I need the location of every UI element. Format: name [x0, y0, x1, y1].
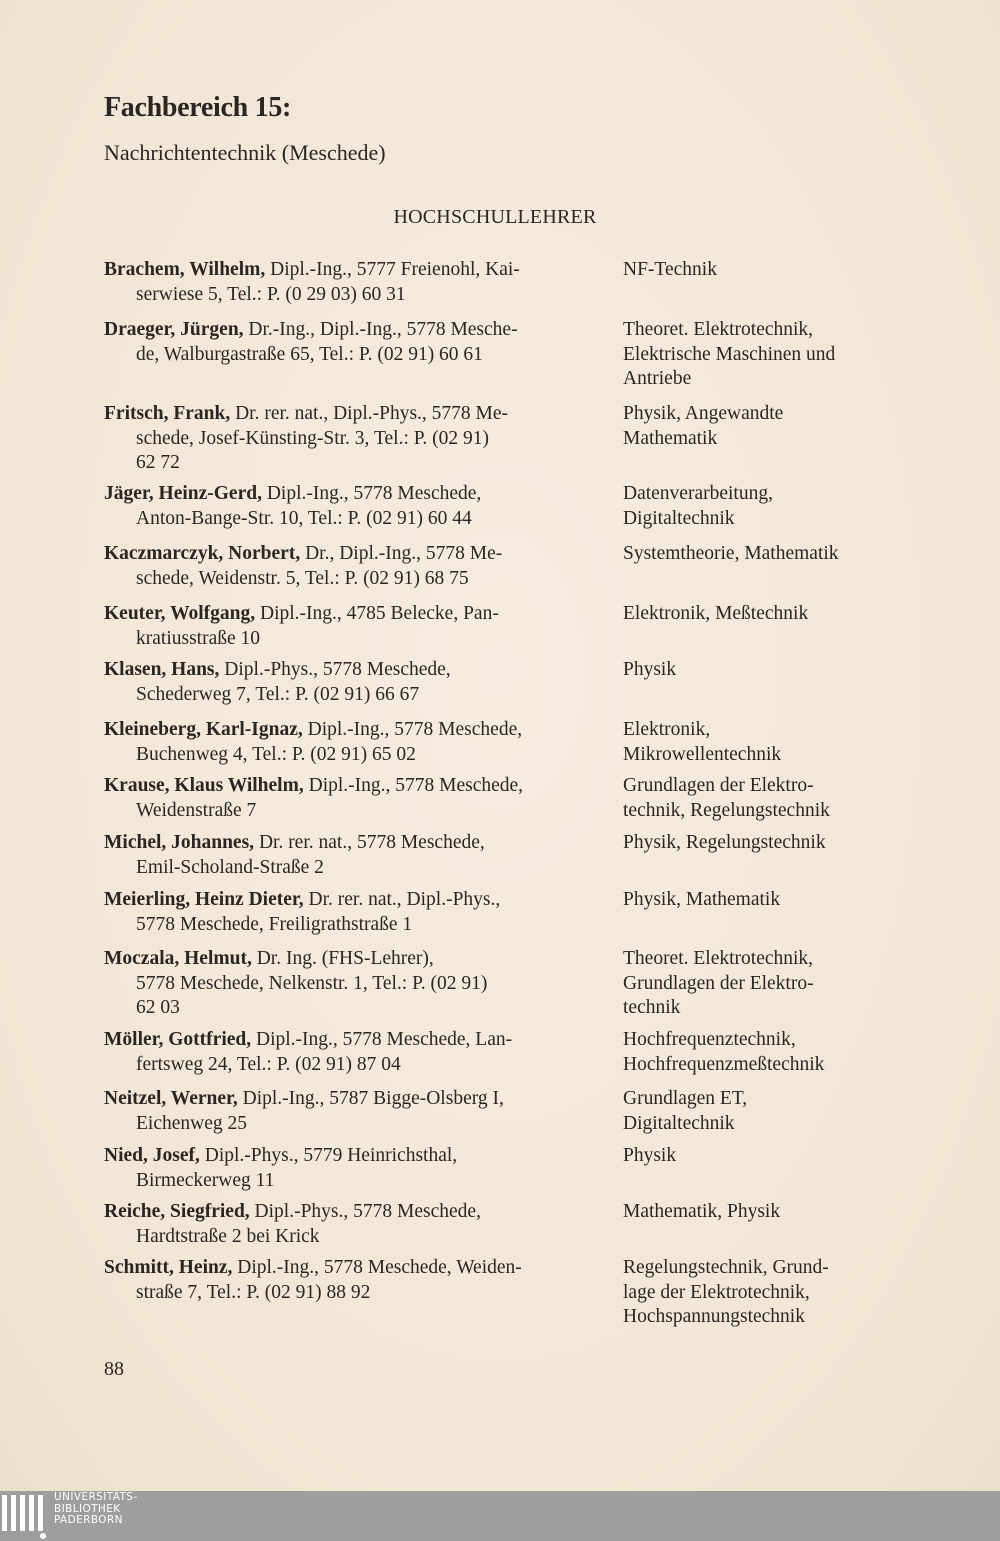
staff-address-line: Hardtstraße 2 bei Krick	[136, 1225, 320, 1247]
subject-line: Mathematik, Physik	[623, 1201, 781, 1222]
subject-line: Theoret. Elektrotechnik,	[623, 319, 814, 340]
staff-first-line	[104, 1087, 594, 1112]
staff-address-line: Dipl.-Ing., 5778 Meschede,	[308, 775, 524, 796]
page-title: Fachbereich 15:	[104, 92, 292, 123]
staff-first-line	[104, 1200, 594, 1225]
staff-address-line: Dipl.-Phys., 5778 Meschede,	[254, 1201, 481, 1222]
staff-subjects	[623, 318, 903, 392]
staff-details	[104, 542, 594, 591]
staff-name: Krause, Klaus Wilhelm,	[104, 775, 304, 796]
staff-details	[104, 1200, 594, 1249]
staff-details	[104, 258, 594, 307]
staff-subjects	[623, 1028, 903, 1077]
subject-line: Grundlagen ET,	[623, 1088, 748, 1109]
staff-address-line: schede, Weidenstr. 5, Tel.: P. (02 91) 68 75	[136, 567, 469, 589]
staff-name: Klasen, Hans,	[104, 659, 220, 680]
staff-name: Reiche, Siegfried,	[104, 1201, 250, 1222]
subject-line: Datenverarbeitung,	[623, 483, 773, 504]
staff-name: Fritsch, Frank,	[104, 403, 231, 424]
staff-subjects	[623, 718, 903, 767]
staff-first-line	[104, 718, 594, 743]
staff-address-line: Dipl.-Ing., 5778 Meschede, Weiden-	[237, 1257, 522, 1278]
page-subtitle: Nachrichtentechnik (Meschede)	[104, 140, 386, 165]
library-name	[54, 1492, 138, 1527]
staff-name: Nied, Josef,	[104, 1145, 200, 1166]
staff-name: Moczala, Helmut,	[104, 948, 252, 969]
staff-address-line: Dipl.-Ing., 5787 Bigge-Olsberg I,	[242, 1088, 504, 1109]
staff-address-line: Anton-Bange-Str. 10, Tel.: P. (02 91) 60 44	[136, 507, 472, 529]
subject-line: Elektronik, Meßtechnik	[623, 603, 809, 624]
subject-line: lage der Elektrotechnik,	[623, 1281, 810, 1303]
staff-subjects	[623, 831, 903, 856]
staff-details	[104, 1087, 594, 1136]
subject-line: Regelungstechnik, Grund-	[623, 1257, 829, 1278]
subject-line: Mathematik	[623, 427, 718, 449]
staff-address-line: Dipl.-Phys., 5778 Meschede,	[224, 659, 451, 680]
staff-address-line: Weidenstraße 7	[136, 799, 257, 821]
staff-name: Meierling, Heinz Dieter,	[104, 889, 304, 910]
staff-subjects	[623, 1144, 903, 1169]
subject-line: Elektrische Maschinen und	[623, 343, 836, 365]
staff-first-line	[104, 482, 594, 507]
subject-line: Elektronik,	[623, 719, 711, 740]
subject-line: Physik	[623, 659, 677, 680]
staff-subjects	[623, 402, 903, 451]
staff-address-line: Dipl.-Ing., 5778 Meschede,	[307, 719, 523, 740]
subject-line: Physik	[623, 1145, 677, 1166]
staff-subjects	[623, 1200, 903, 1225]
subject-line: Antriebe	[623, 368, 692, 389]
staff-first-line	[104, 1028, 594, 1053]
staff-first-line	[104, 947, 594, 972]
staff-address-line: Dipl.-Ing., 5777 Freienohl, Kai-	[270, 259, 520, 280]
staff-details	[104, 718, 594, 767]
staff-details	[104, 402, 594, 476]
staff-subjects	[623, 602, 903, 627]
subject-line: Physik, Angewandte	[623, 403, 784, 424]
staff-details	[104, 482, 594, 531]
staff-subjects	[623, 774, 903, 823]
subject-line: Grundlagen der Elektro-	[623, 775, 814, 796]
staff-name: Kleineberg, Karl-Ignaz,	[104, 719, 303, 740]
library-footer-bar	[0, 1491, 1000, 1541]
staff-details	[104, 318, 594, 367]
staff-address-line: Dipl.-Ing., 4785 Belecke, Pan-	[260, 603, 499, 624]
staff-details	[104, 774, 594, 823]
staff-address-line: straße 7, Tel.: P. (02 91) 88 92	[136, 1281, 371, 1303]
staff-first-line	[104, 602, 594, 627]
staff-details	[104, 888, 594, 937]
staff-address-line: Emil-Scholand-Straße 2	[136, 856, 324, 878]
staff-address-line: Dr., Dipl.-Ing., 5778 Me-	[305, 543, 503, 564]
subject-line: Digitaltechnik	[623, 507, 735, 529]
subject-line: Systemtheorie, Mathematik	[623, 543, 839, 564]
page-number: 88	[104, 1358, 124, 1380]
staff-address-line: 62 03	[136, 997, 180, 1018]
staff-name: Möller, Gottfried,	[104, 1029, 252, 1050]
subject-line: Hochspannungstechnik	[623, 1306, 805, 1327]
section-heading: HOCHSCHULLEHRER	[393, 206, 597, 228]
staff-first-line	[104, 831, 594, 856]
staff-subjects	[623, 888, 903, 913]
staff-address-line: Dr.-Ing., Dipl.-Ing., 5778 Mesche-	[248, 319, 518, 340]
library-name-line: PADERBORN	[54, 1514, 123, 1526]
staff-address-line: Buchenweg 4, Tel.: P. (02 91) 65 02	[136, 743, 416, 765]
staff-subjects	[623, 658, 903, 683]
staff-address-line: Dr. rer. nat., 5778 Meschede,	[258, 832, 485, 853]
staff-address-line: kratiusstraße 10	[136, 627, 261, 649]
staff-address-line: schede, Josef-Künsting-Str. 3, Tel.: P. (02 91)	[136, 427, 490, 449]
subject-line: Hochfrequenzmeßtechnik	[623, 1053, 825, 1075]
staff-name: Keuter, Wolfgang,	[104, 603, 256, 624]
subject-line: Physik, Regelungstechnik	[623, 832, 826, 853]
subject-line: Physik, Mathematik	[623, 889, 781, 910]
subject-line: Mikrowellentechnik	[623, 743, 782, 765]
staff-subjects	[623, 947, 903, 1021]
staff-address-line: 5778 Meschede, Nelkenstr. 1, Tel.: P. (02 91)	[136, 972, 488, 994]
staff-address-line: 5778 Meschede, Freiligrathstraße 1	[136, 913, 413, 935]
staff-address-line: Eichenweg 25	[136, 1112, 248, 1134]
staff-name: Michel, Johannes,	[104, 832, 255, 853]
staff-subjects	[623, 258, 903, 283]
staff-first-line	[104, 888, 594, 913]
staff-name: Brachem, Wilhelm,	[104, 259, 266, 280]
staff-first-line	[104, 658, 594, 683]
staff-first-line	[104, 318, 594, 343]
staff-subjects	[623, 1256, 903, 1330]
staff-first-line	[104, 402, 594, 427]
staff-details	[104, 1144, 594, 1193]
staff-name: Draeger, Jürgen,	[104, 319, 244, 340]
library-name-line: UNIVERSITÄTS-	[54, 1491, 138, 1503]
staff-address-line: Schederweg 7, Tel.: P. (02 91) 66 67	[136, 683, 420, 705]
staff-details	[104, 602, 594, 651]
staff-address-line: Dr. rer. nat., Dipl.-Phys., 5778 Me-	[235, 403, 509, 424]
subject-line: Theoret. Elektrotechnik,	[623, 948, 814, 969]
staff-address-line: Dr. rer. nat., Dipl.-Phys.,	[308, 889, 501, 910]
staff-name: Schmitt, Heinz,	[104, 1257, 233, 1278]
staff-details	[104, 1028, 594, 1077]
staff-address-line: Dipl.-Ing., 5778 Meschede,	[266, 483, 482, 504]
staff-subjects	[623, 542, 903, 567]
staff-subjects	[623, 482, 903, 531]
subject-line: Hochfrequenztechnik,	[623, 1029, 796, 1050]
staff-first-line	[104, 1144, 594, 1169]
staff-address-line: Dr. Ing. (FHS-Lehrer),	[256, 948, 434, 969]
staff-first-line	[104, 258, 594, 283]
staff-address-line: serwiese 5, Tel.: P. (0 29 03) 60 31	[136, 283, 406, 305]
staff-address-line: Birmeckerweg 11	[136, 1169, 275, 1191]
staff-first-line	[104, 1256, 594, 1281]
staff-name: Jäger, Heinz-Gerd,	[104, 483, 262, 504]
staff-subjects	[623, 1087, 903, 1136]
staff-first-line	[104, 774, 594, 799]
staff-name: Neitzel, Werner,	[104, 1088, 238, 1109]
staff-details	[104, 1256, 594, 1305]
subject-line: technik	[623, 997, 681, 1018]
staff-address-line: fertsweg 24, Tel.: P. (02 91) 87 04	[136, 1053, 401, 1075]
library-name-line: BIBLIOTHEK	[54, 1502, 121, 1515]
staff-details	[104, 831, 594, 880]
subject-line: NF-Technik	[623, 259, 717, 280]
staff-address-line: Dipl.-Phys., 5779 Heinrichsthal,	[204, 1145, 458, 1166]
subject-line: Grundlagen der Elektro-	[623, 972, 814, 994]
staff-details	[104, 658, 594, 707]
staff-first-line	[104, 542, 594, 567]
staff-name: Kaczmarczyk, Norbert,	[104, 543, 301, 564]
staff-address-line: 62 72	[136, 452, 180, 473]
staff-address-line: Dipl.-Ing., 5778 Meschede, Lan-	[255, 1029, 513, 1050]
staff-address-line: de, Walburgastraße 65, Tel.: P. (02 91) 60 61	[136, 343, 483, 365]
subject-line: Digitaltechnik	[623, 1112, 735, 1134]
staff-details	[104, 947, 594, 1021]
subject-line: technik, Regelungstechnik	[623, 799, 830, 821]
